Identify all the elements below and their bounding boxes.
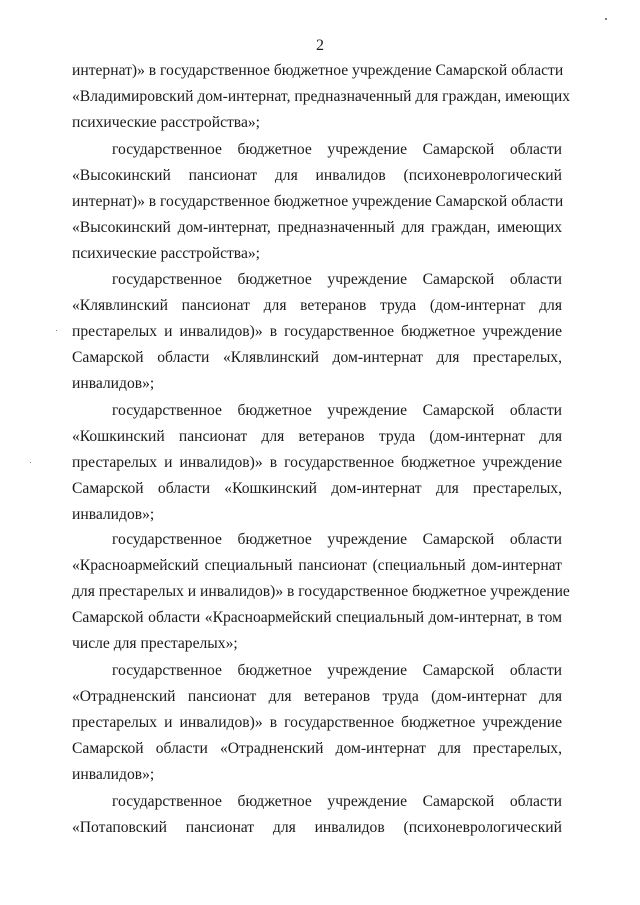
text-line: государственное бюджетное учреждение Самарской области: [112, 531, 562, 548]
scan-speck: [605, 18, 607, 20]
text-line: Самарской области «Кошкинский дом-интернат для престарелых,: [72, 480, 562, 497]
scan-speck: [56, 330, 57, 331]
text-line: Самарской области «Клявлинский дом-интернат для престарелых,: [72, 349, 562, 366]
text-line: интернат)» в государственное бюджетное учреждение Самарской области: [72, 193, 564, 210]
text-line: Самарской области «Отрадненский дом-интернат для престарелых,: [72, 740, 562, 757]
text-line: интернат)» в государственное бюджетное учреждение Самарской области: [72, 62, 564, 79]
text-line: престарелых и инвалидов)» в государственное бюджетное учреждение: [72, 714, 562, 731]
text-line: престарелых и инвалидов)» в государственное бюджетное учреждение: [72, 323, 562, 340]
scan-speck: [30, 462, 31, 463]
text-line: для престарелых и инвалидов)» в государственное бюджетное учреждение: [72, 583, 570, 600]
text-line: «Потаповский пансионат для инвалидов (психоневрологический: [72, 819, 562, 836]
text-line: государственное бюджетное учреждение Самарской области: [112, 662, 562, 679]
page-number: 2: [316, 37, 324, 54]
text-line: числе для престарелых»;: [72, 635, 238, 652]
text-line: «Владимировский дом-интернат, предназначенный для граждан, имеющих: [72, 88, 571, 105]
text-line: престарелых и инвалидов)» в государственное бюджетное учреждение: [72, 454, 562, 471]
text-line: государственное бюджетное учреждение Самарской области: [112, 402, 562, 419]
text-line: Самарской области «Красноармейский специальный дом-интернат, в том: [72, 609, 562, 626]
text-line: «Кошкинский пансионат для ветеранов труда (дом-интернат для: [72, 428, 562, 445]
text-line: психические расстройства»;: [72, 114, 261, 131]
text-line: инвалидов»;: [72, 766, 155, 783]
text-line: инвалидов»;: [72, 506, 155, 523]
text-line: государственное бюджетное учреждение Самарской области: [112, 793, 562, 810]
text-line: инвалидов»;: [72, 375, 155, 392]
text-line: «Высокинский дом-интернат, предназначенный для граждан, имеющих: [72, 219, 562, 236]
text-line: психические расстройства»;: [72, 245, 261, 262]
text-line: «Клявлинский пансионат для ветеранов труда (дом-интернат для: [72, 297, 562, 314]
text-line: государственное бюджетное учреждение Самарской области: [112, 141, 562, 158]
text-line: «Высокинский пансионат для инвалидов (психоневрологический: [72, 167, 562, 184]
text-line: «Отрадненский пансионат для ветеранов труда (дом-интернат для: [72, 688, 562, 705]
text-line: «Красноармейский специальный пансионат (специальный дом-интернат: [72, 557, 562, 574]
text-line: государственное бюджетное учреждение Самарской области: [112, 271, 562, 288]
